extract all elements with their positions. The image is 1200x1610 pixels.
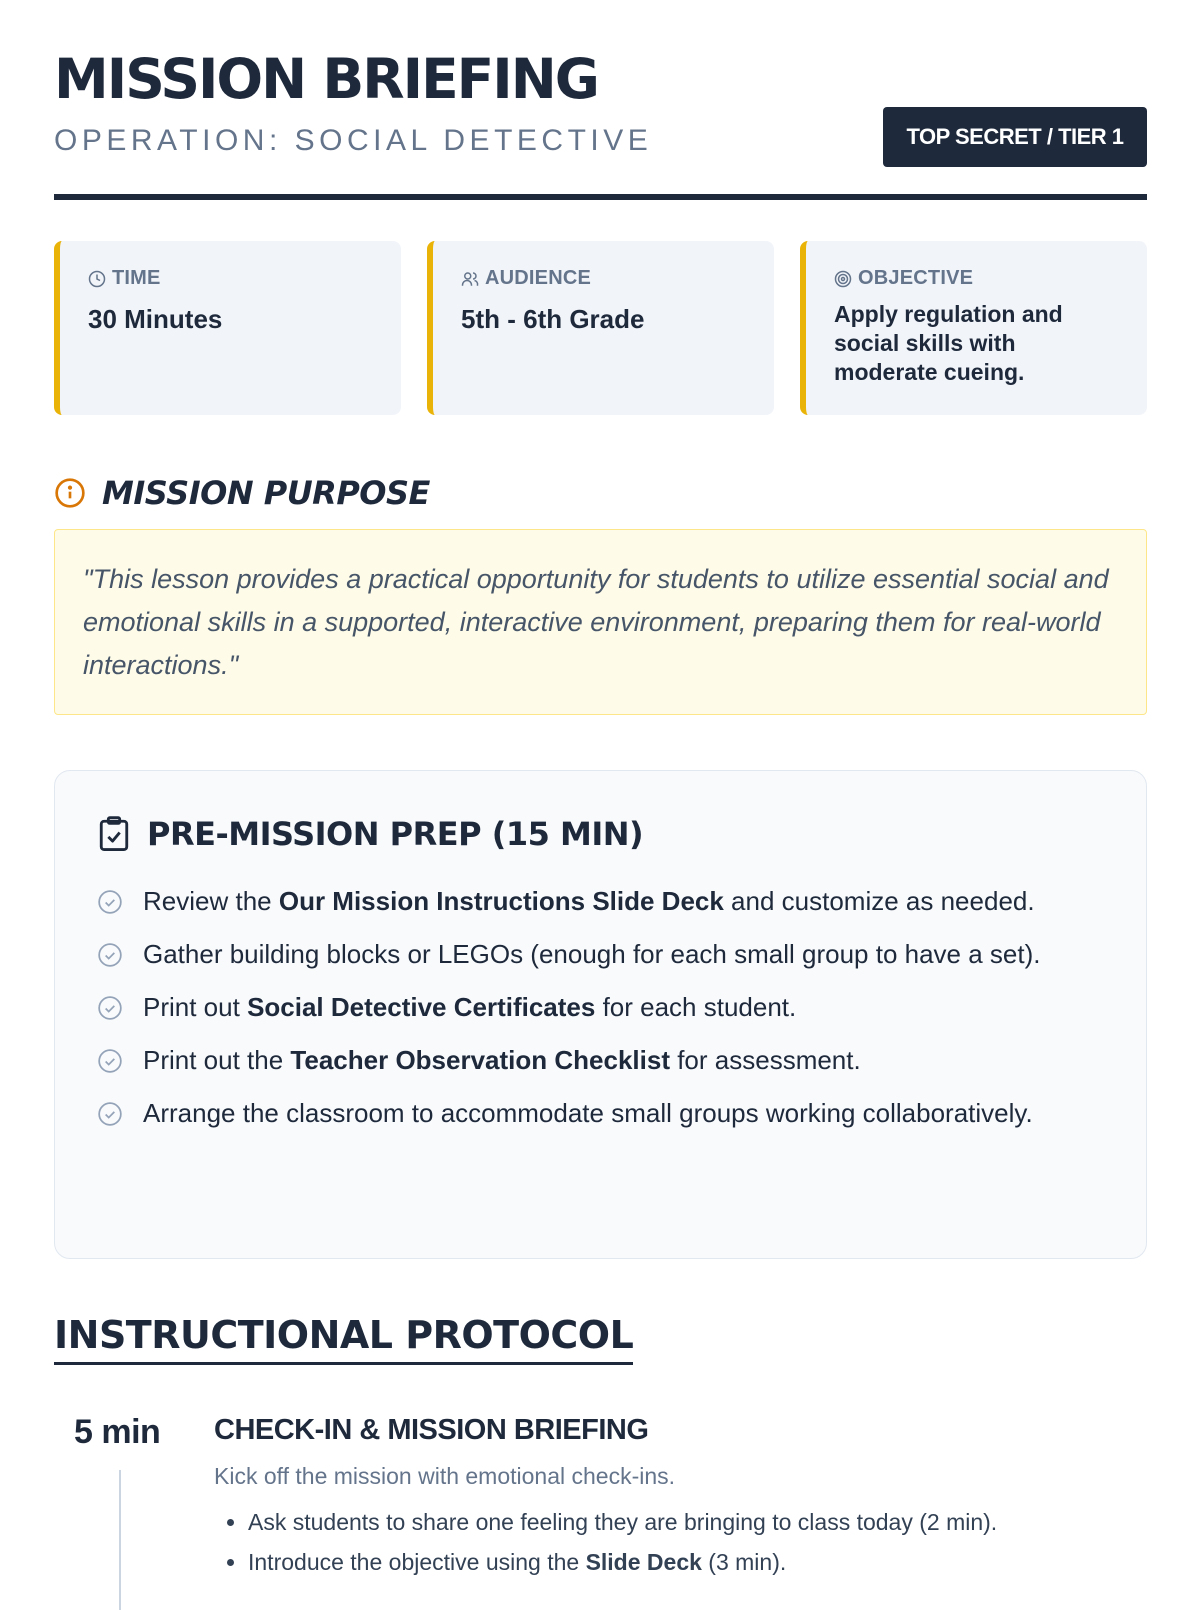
step-bullet bbox=[248, 1502, 1147, 1542]
item-emphasis: Social Detective Certificates bbox=[247, 992, 596, 1022]
item-text: Gather building blocks or LEGOs (enough for each small group to have a set). bbox=[143, 939, 1041, 969]
card-label-text: AUDIENCE bbox=[485, 267, 592, 289]
mission-purpose-heading bbox=[54, 474, 430, 512]
step-bullets bbox=[214, 1502, 1147, 1582]
check-circle-icon bbox=[97, 1101, 123, 1127]
item-text: Print out the bbox=[143, 1045, 291, 1075]
classification-badge: TOP SECRET / TIER 1 bbox=[883, 107, 1147, 167]
pre-mission-prep-box bbox=[54, 770, 1147, 1259]
header-divider bbox=[54, 194, 1147, 200]
page-subtitle: OPERATION: SOCIAL DETECTIVE bbox=[54, 124, 653, 157]
protocol-step bbox=[214, 1414, 1147, 1582]
step-bullet bbox=[248, 1542, 1147, 1582]
audience-card bbox=[427, 241, 774, 415]
users-icon bbox=[461, 270, 479, 288]
page-title: MISSION BRIEFING bbox=[54, 47, 598, 111]
prep-checklist bbox=[97, 881, 1104, 1133]
clock-icon bbox=[88, 270, 106, 288]
objective-card bbox=[800, 241, 1147, 415]
card-label bbox=[834, 267, 1119, 290]
item-emphasis: Slide Deck bbox=[585, 1549, 702, 1575]
step-title: CHECK-IN & MISSION BRIEFING bbox=[214, 1414, 649, 1446]
card-value: Apply regulation and social skills with moderate cueing. bbox=[834, 301, 1063, 385]
item-text: Introduce the objective using the bbox=[248, 1549, 586, 1575]
mission-briefing-page bbox=[54, 0, 1147, 1575]
item-emphasis: Our Mission Instructions Slide Deck bbox=[278, 886, 724, 916]
check-circle-icon bbox=[97, 942, 123, 968]
card-label bbox=[88, 267, 373, 290]
card-value: 5th - 6th Grade bbox=[461, 304, 645, 334]
item-text: (3 min). bbox=[701, 1549, 787, 1575]
step-time: 5 min bbox=[74, 1413, 161, 1451]
card-value: 30 Minutes bbox=[88, 304, 223, 334]
prep-item bbox=[97, 881, 1104, 921]
check-circle-icon bbox=[97, 1048, 123, 1074]
item-text: Arrange the classroom to accommodate small groups working collaboratively. bbox=[143, 1098, 1033, 1128]
step-description: Kick off the mission with emotional check-ins. bbox=[214, 1463, 676, 1489]
item-text: and customize as needed. bbox=[723, 886, 1035, 916]
check-circle-icon bbox=[97, 995, 123, 1021]
info-cards bbox=[54, 241, 1147, 415]
section-title: MISSION PURPOSE bbox=[102, 474, 430, 512]
prep-item bbox=[97, 1093, 1104, 1133]
item-emphasis: Teacher Observation Checklist bbox=[290, 1045, 670, 1075]
card-label bbox=[461, 267, 746, 290]
protocol-title: INSTRUCTIONAL PROTOCOL bbox=[54, 1316, 633, 1365]
timeline-line bbox=[119, 1470, 121, 1610]
info-icon bbox=[54, 477, 86, 509]
item-text: Print out bbox=[143, 992, 248, 1022]
prep-item bbox=[97, 987, 1104, 1027]
clipboard-check-icon bbox=[97, 815, 131, 853]
target-icon bbox=[834, 270, 852, 288]
time-card bbox=[54, 241, 401, 415]
item-text: for assessment. bbox=[669, 1045, 861, 1075]
header bbox=[54, 0, 1147, 200]
prep-title: PRE-MISSION PREP (15 MIN) bbox=[147, 815, 644, 853]
item-text: Ask students to share one feeling they are bringing to class today (2 min). bbox=[248, 1509, 998, 1535]
purpose-quote: "This lesson provides a practical opportunity for students to utilize essential social and emotional skills in a supported, interactive environment, preparing them for real-world interactions." bbox=[54, 529, 1147, 715]
prep-item bbox=[97, 934, 1104, 974]
card-label-text: TIME bbox=[112, 267, 161, 289]
item-text: for each student. bbox=[595, 992, 797, 1022]
check-circle-icon bbox=[97, 889, 123, 915]
card-label-text: OBJECTIVE bbox=[858, 267, 974, 289]
prep-heading bbox=[97, 815, 1104, 853]
item-text: Review the bbox=[143, 886, 279, 916]
prep-item bbox=[97, 1040, 1104, 1080]
